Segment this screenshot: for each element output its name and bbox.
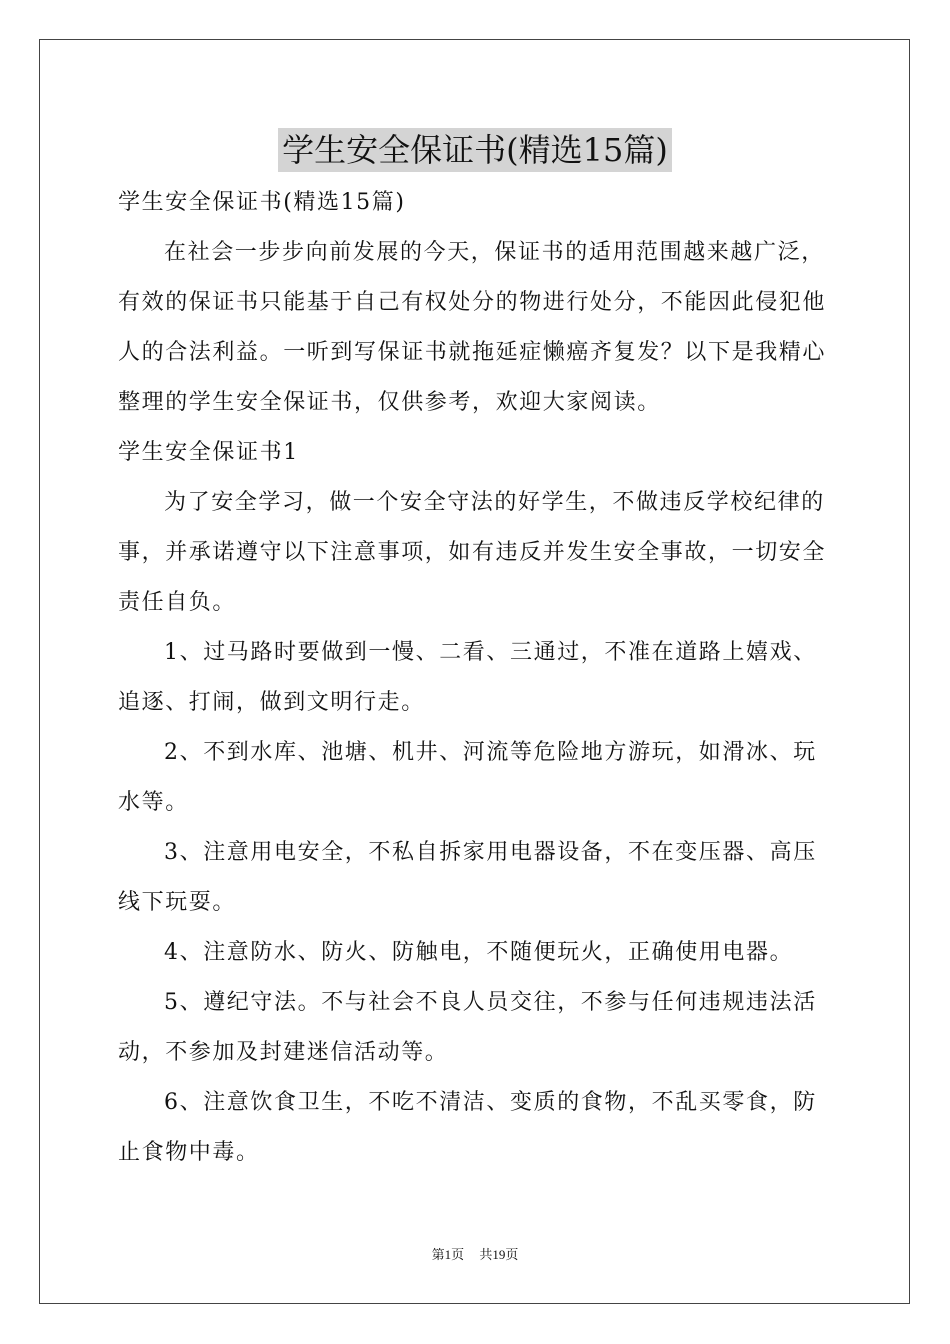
document-title: 学生安全保证书(精选15篇) [278, 128, 672, 172]
page-footer [0, 1244, 950, 1263]
rule-item-6: 6、注意饮食卫生，不吃不清洁、变质的食物，不乱买零食，防止食物中毒。 [118, 1090, 817, 1165]
paragraph-pledge: 为了安全学习，做一个安全守法的好学生，不做违反学校纪律的事，并承诺遵守以下注意事项，如有违反并发生安全事故，一切安全责任自负。 [118, 490, 827, 615]
document-subtitle: 学生安全保证书(精选15篇) [118, 190, 406, 215]
page-total: 共19页 [479, 1247, 519, 1262]
rule-item-5: 5、遵纪守法。不与社会不良人员交往，不参与任何违规违法活动，不参加及封建迷信活动等。 [118, 990, 817, 1065]
title-container [0, 128, 950, 172]
rule-item-4: 4、注意防水、防火、防触电，不随便玩火，正确使用电器。 [164, 940, 794, 965]
rule-item-3: 3、注意用电安全，不私自拆家用电器设备，不在变压器、高压线下玩耍。 [118, 840, 817, 915]
intro-paragraph: 在社会一步步向前发展的今天，保证书的适用范围越来越广泛，有效的保证书只能基于自己有权处分的物进行处分，不能因此侵犯他人的合法利益。一听到写保证书就拖延症懒癌齐复发？以下是我精心整理的学生安全保证书，仅供参考，欢迎大家阅读。 [118, 240, 827, 415]
rule-item-1: 1、过马路时要做到一慢、二看、三通过，不准在道路上嬉戏、追逐、打闹，做到文明行走。 [118, 640, 817, 715]
document-body [118, 178, 834, 1178]
page-number: 第1页 [431, 1247, 465, 1262]
section-heading: 学生安全保证书1 [118, 440, 299, 465]
rule-item-2: 2、不到水库、池塘、机井、河流等危险地方游玩，如滑冰、玩水等。 [118, 740, 817, 815]
